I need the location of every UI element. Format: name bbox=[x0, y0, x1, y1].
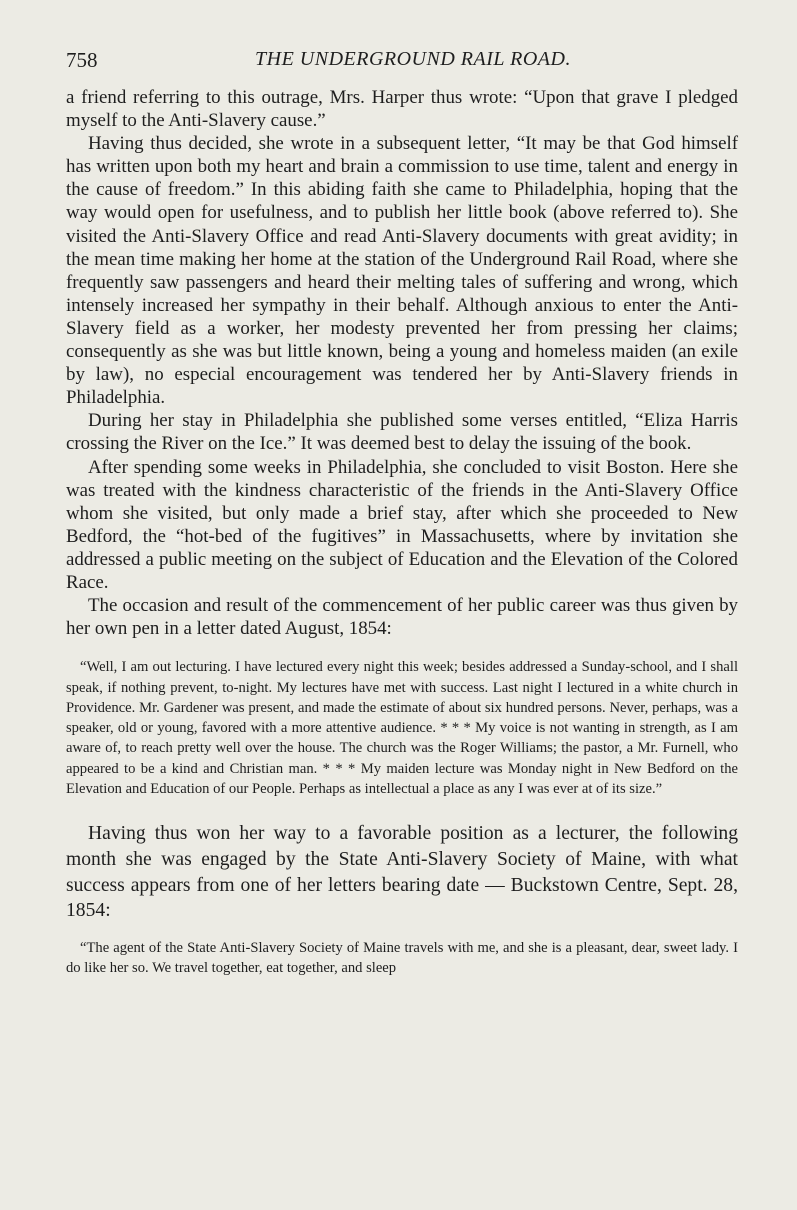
paragraph-continuation: a friend referring to this outrage, Mrs. Harper thus wrote: “Upon that grave I pledged myself to the Anti-Slavery cause.” bbox=[66, 87, 738, 132]
paragraph-verses: During her stay in Philadelphia she published some verses entitled, “Eliza Harris crossing the River on the Ice.” It was deemed best to delay the issuing of the book. bbox=[66, 410, 738, 455]
paragraph-public-career: The occasion and result of the commencement of her public career was thus given by her own pen in a letter dated August, 1854: bbox=[66, 595, 738, 640]
paragraph-maine: Having thus won her way to a favorable position as a lecturer, the following month she was engaged by the State Anti-Slavery Society of Maine, with what success appears from one of her letters bearing date — Buckstown Centre, Sept. 28, 1854: bbox=[66, 823, 738, 922]
paragraph-commission: Having thus decided, she wrote in a subsequent letter, “It may be that God himself has written upon both my heart and brain a commission to use time, talent and energy in the cause of freedom.” In this abiding faith she came to Philadelphia, hoping that the way would open for usefulness, and to publish her little book (above referred to). She visited the Anti-Slavery Office and read Anti-Slavery documents with great avidity; in the mean time making her home at the station of the Underground Rail Road, where she frequently saw passengers and heard their melting tales of suffering and wrong, which intensely increased her sympathy in their behalf. Although anxious to enter the Anti-Slavery field as a worker, her modesty prevented her from pressing her claims; consequently as she was but little known, being a young and homeless maiden (an exile by law), no especial encouragement was tendered her by Anti-Slavery friends in Philadelphia. bbox=[66, 133, 738, 409]
running-title: THE UNDERGROUND RAIL ROAD. bbox=[255, 48, 571, 70]
letter-quote-maine: “The agent of the State Anti-Slavery Society of Maine travels with me, and she is a pleasant, dear, sweet lady. I do like her so. We travel together, eat together, and sleep bbox=[66, 939, 738, 976]
body-text bbox=[66, 86, 738, 978]
letter-quote-august-1854: “Well, I am out lecturing. I have lectured every night this week; besides addressed a Sunday-school, and I shall speak, if nothing prevent, to-night. My lectures have met with success. Last night I lectured in a white church in Providence. Mr. Gardener was present, and made the estimate of about six hundred persons. Never, perhaps, was a speaker, old or young, favored with a more attentive audience. * * * My voice is not wanting in strength, as I am aware of, to reach pretty well over the house. The church was the Roger Williams; the pastor, a Mr. Furnell, who appeared to be a kind and Christian man. * * * My maiden lecture was Monday night in New Bedford on the Elevation and Education of our People. Perhaps as intellectual a place as any I was ever at of its size.” bbox=[66, 659, 738, 798]
page-header bbox=[0, 48, 797, 78]
page-number: 758 bbox=[66, 48, 98, 72]
paragraph-boston: After spending some weeks in Philadelphia, she concluded to visit Boston. Here she was treated with the kindness characteristic of the friends in the Anti-Slavery Office whom she visited, but only made a brief stay, after which she proceeded to New Bedford, the “hot-bed of the fugitives” in Massachusetts, where by invitation she addressed a public meeting on the subject of Education and the Elevation of the Colored Race. bbox=[66, 456, 738, 593]
